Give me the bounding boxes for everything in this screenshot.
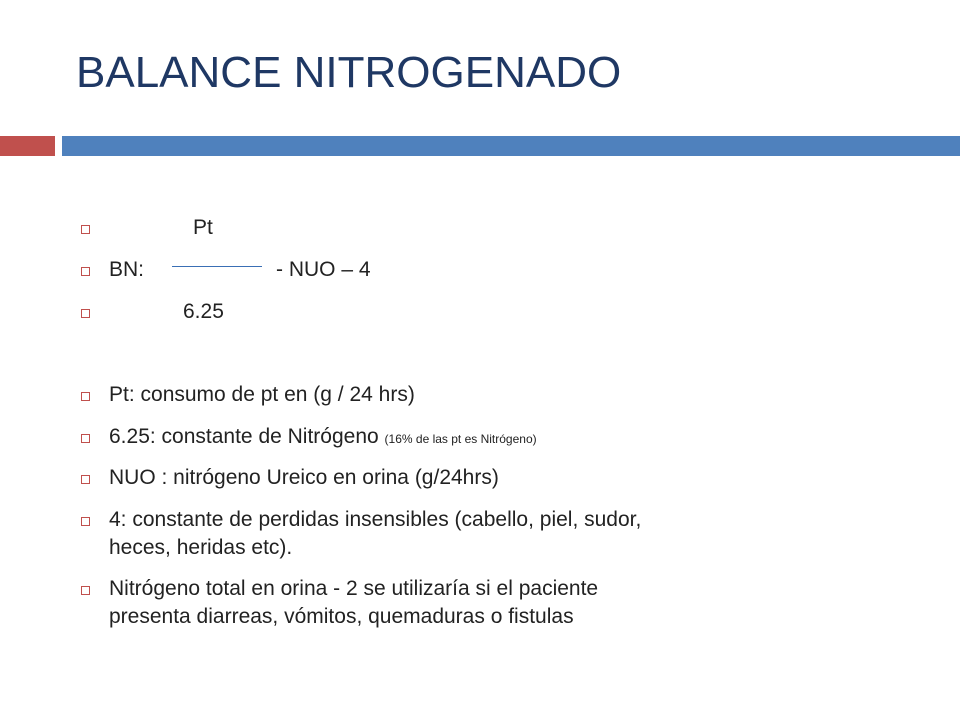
header-accent-red-bar bbox=[0, 136, 55, 156]
slide-title: BALANCE NITROGENADO bbox=[76, 48, 622, 97]
bullet-square-icon bbox=[81, 267, 90, 276]
bullet-square-icon bbox=[81, 586, 90, 595]
bullet-square-icon bbox=[81, 475, 90, 484]
formula-numerator: Pt bbox=[193, 216, 213, 239]
bullet-square-icon bbox=[81, 517, 90, 526]
definition-total-nitrogen-line1: Nitrógeno total en orina - 2 se utilizaría si el paciente bbox=[109, 577, 599, 600]
bullet-square-icon bbox=[81, 309, 90, 318]
definition-insensible-losses-line2: heces, heridas etc). bbox=[109, 536, 293, 559]
definition-total-nitrogen-line2: presenta diarreas, vómitos, quemaduras o fistulas bbox=[109, 605, 574, 628]
definition-nuo: NUO : nitrógeno Ureico en orina (g/24hrs) bbox=[109, 466, 499, 489]
bullet-square-icon bbox=[81, 434, 90, 443]
definition-constant-note: (16% de las pt es Nitrógeno) bbox=[384, 432, 537, 446]
header-accent-blue-bar bbox=[62, 136, 960, 156]
formula-prefix: BN: bbox=[109, 258, 145, 281]
definition-constant-text: 6.25: constante de Nitrógeno bbox=[109, 425, 379, 448]
definition-constant bbox=[109, 423, 537, 453]
definition-insensible-losses-line1: 4: constante de perdidas insensibles (cabello, piel, sudor, bbox=[109, 508, 642, 531]
bullet-square-icon bbox=[81, 225, 90, 234]
formula-denominator: 6.25 bbox=[183, 300, 224, 323]
bullet-square-icon bbox=[81, 392, 90, 401]
definition-pt: Pt: consumo de pt en (g / 24 hrs) bbox=[109, 383, 415, 406]
formula-suffix: - NUO – 4 bbox=[276, 258, 371, 281]
fraction-line bbox=[172, 266, 262, 267]
